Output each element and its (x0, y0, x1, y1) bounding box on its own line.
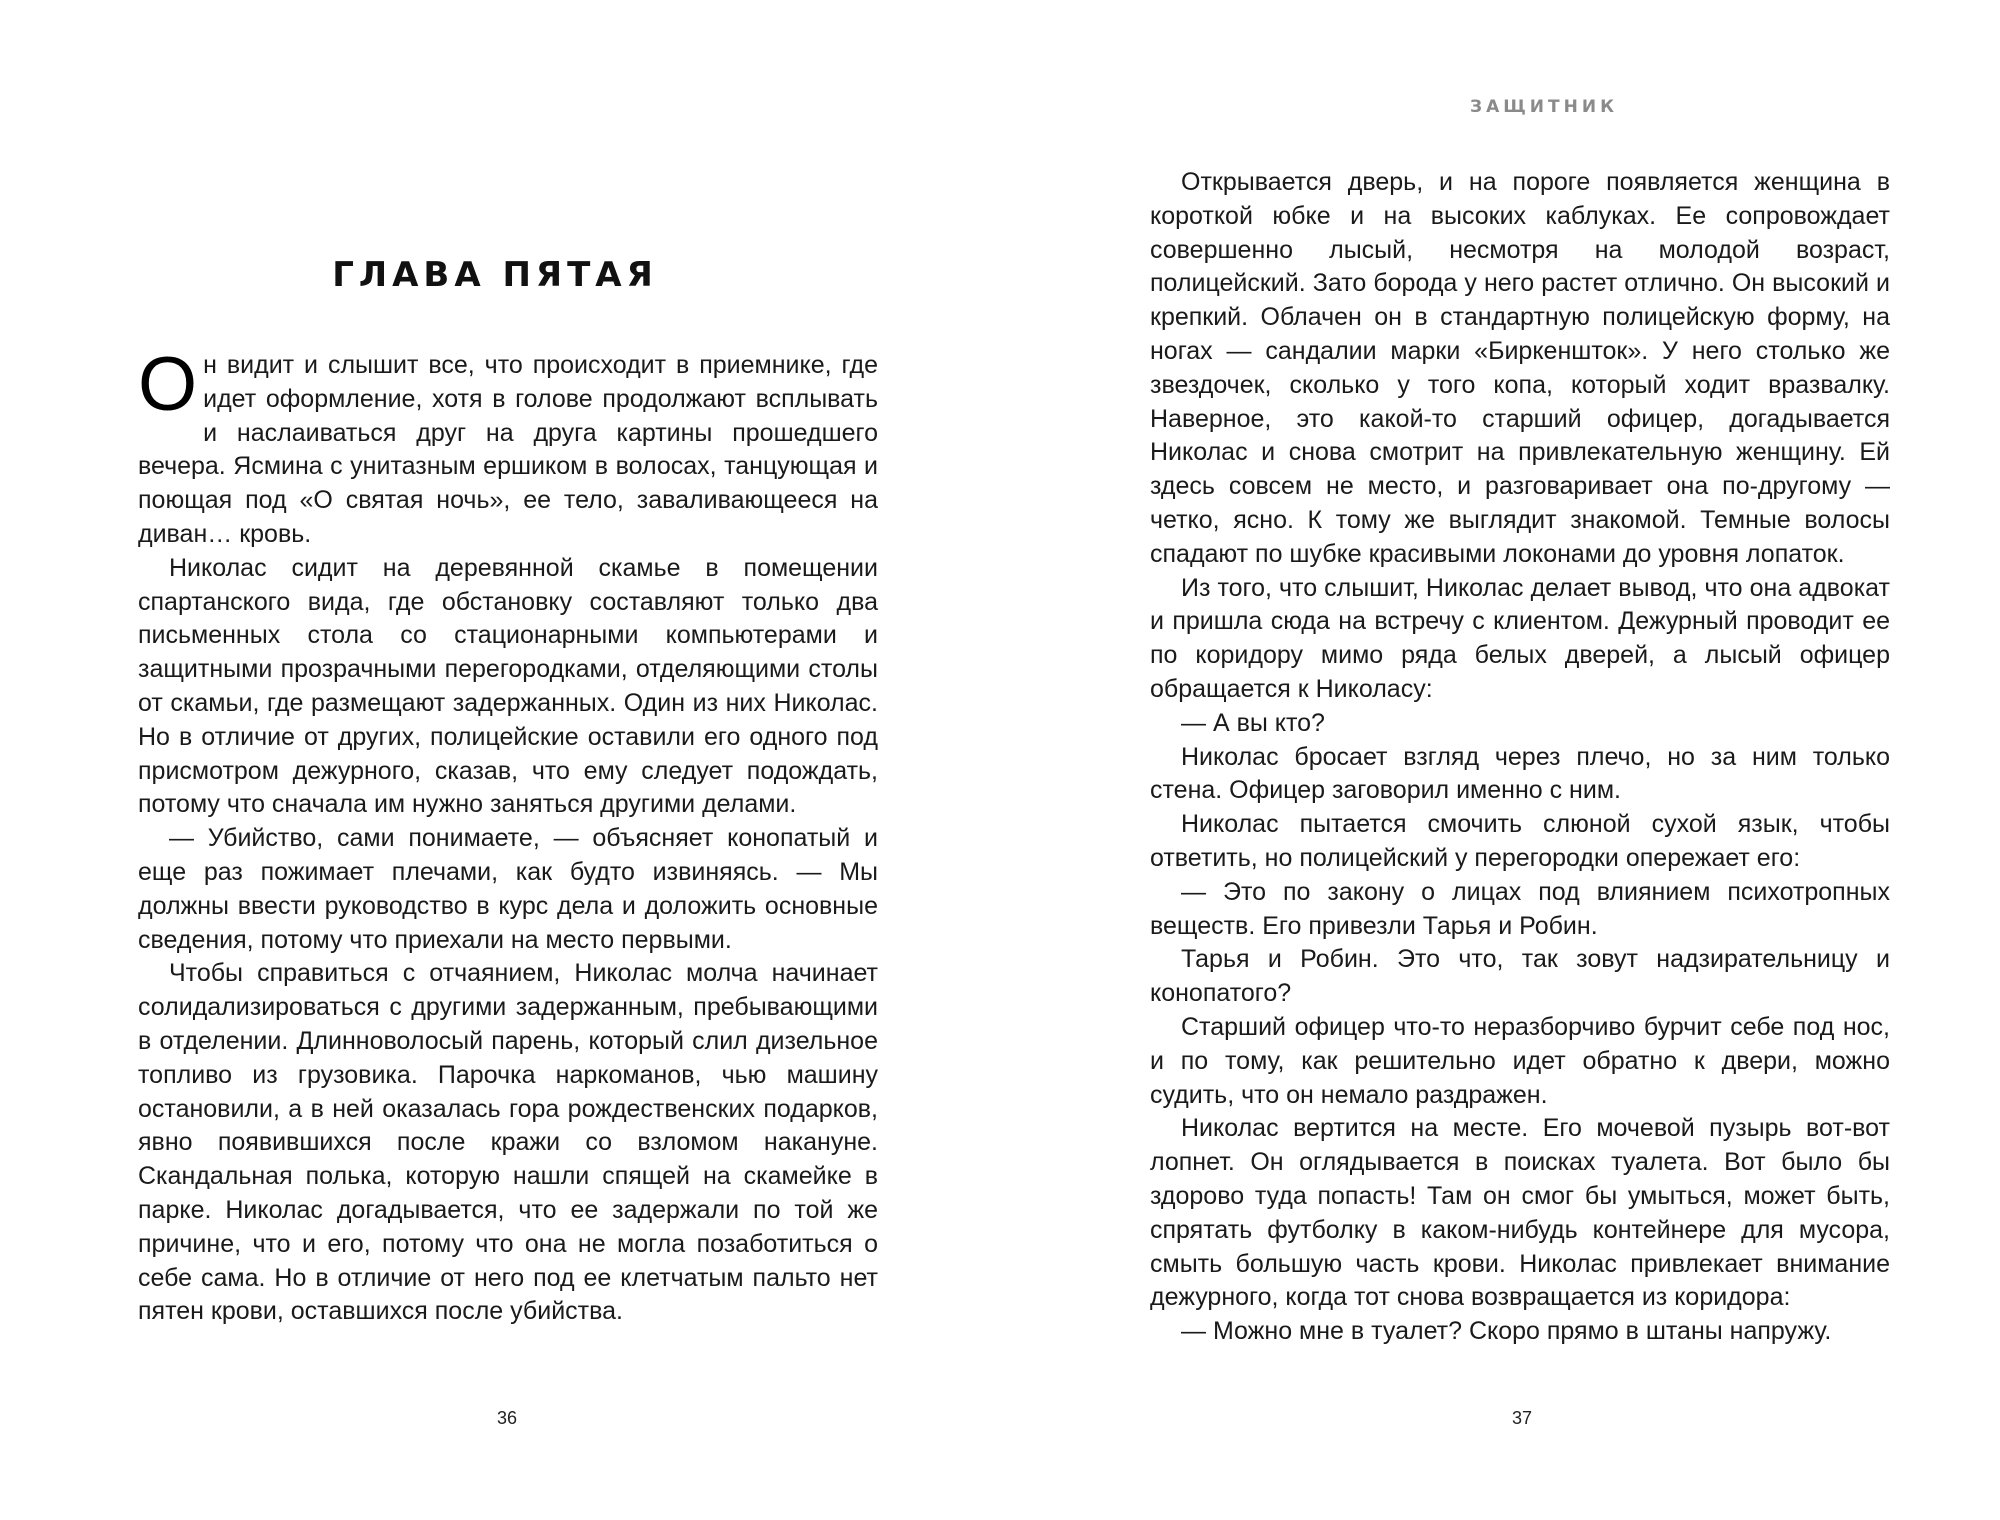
paragraph: Николас пытается смочить слюной сухой язык, чтобы ответить, но полицейский у перегородки опережает его: (1150, 810, 1890, 872)
paragraph (138, 342, 878, 552)
paragraph: — А вы кто? (1181, 708, 1325, 737)
running-head: ЗАЩИТНИК (1470, 97, 1618, 117)
paragraph: Николас сидит на деревянной скамье в помещении спартанского вида, где обстановку составляют только два письменных стола со стационарными компьютерами и защитными прозрачными перегородками, отделяющими столы от скамьи, где размещают задержанных. Один из них Николас. Но в отличие от других, полицейские оставили его одного под присмотром дежурного, сказав, что ему следует подождать, потому что сначала им нужно заняться другими делами. (138, 553, 878, 819)
paragraph: Из того, что слышит, Николас делает вывод, что она адвокат и пришла сюда на встречу с клиентом. Дежурный проводит ее по коридору мимо ряда белых дверей, а лысый офицер обращается к Николасу: (1150, 573, 1890, 703)
page-number: 37 (1511, 1408, 1533, 1428)
paragraph: Николас вертится на месте. Его мочевой пузырь вот-вот лопнет. Он оглядывается в поисках туалета. Вот было бы здорово туда попасть! Там он смог бы умыться, может быть, спрятать футболку в каком-нибудь контейнере для мусора, смыть большую часть крови. Николас привлекает внимание дежурного, когда тот снова возвращается из коридора: (1150, 1114, 1890, 1312)
paragraph: Открывается дверь, и на пороге появляется женщина в короткой юбке и на высоких каблуках. Ее сопровождает совершенно лысый, несмотря на молодой возраст, полицейский. Зато борода у него растет отлично. Он высокий и крепкий. Облачен он в стандартную полицейскую форму, на ногах — сандалии марки «Биркеншток». У него столько же звездочек, сколько у того копа, который ходит вразвалку. Наверное, это какой-то старший офицер, догадывается Николас и снова смотрит на привлекательную женщину. Ей здесь совсем не место, и разговаривает она по-другому — четко, ясно. К тому же выглядит знакомой. Темные волосы спадают по шубке красивыми локонами до уровня лопаток. (1150, 168, 1890, 568)
paragraph: Тарья и Робин. Это что, так зовут надзирательницу и конопатого? (1150, 945, 1890, 1008)
paragraph: Старший офицер что-то неразборчиво бурчит себе под нос, и по тому, как решительно идет обратно к двери, можно судить, что он немало раздражен. (1150, 1012, 1890, 1109)
right-page-text (1150, 166, 1890, 1349)
paragraph: — Это по закону о лицах под влиянием психотропных веществ. Его привезли Тарья и Робин. (1150, 877, 1890, 940)
paragraph: — Можно мне в туалет? Скоро прямо в штаны напружу. (1181, 1317, 1832, 1346)
chapter-title: ГЛАВА ПЯТАЯ (332, 255, 658, 295)
paragraph: Николас бросает взгляд через плечо, но за ним только стена. Офицер заговорил именно с ним. (1150, 742, 1890, 805)
page-number: 36 (496, 1408, 518, 1428)
drop-cap: О (138, 342, 198, 427)
left-page-text (138, 342, 878, 1329)
paragraph-text: н видит и слышит все, что происходит в приемнике, где идет оформление, хотя в голове продолжают всплывать и наслаиваться друг на друга картины прошедшего вечера. Ясмина с унитазным ершиком в волосах, танцующая и поющая под «О святая ночь», ее тело, заваливающееся на диван… кровь. (138, 351, 878, 548)
right-page (1000, 0, 2000, 1520)
paragraph: Чтобы справиться с отчаянием, Николас молча начинает солидализироваться с другими задержанным, пребывающими в отделении. Длинноволосый парень, который слил дизельное топливо из грузовика. Парочка наркоманов, чью машину остановили, а в ней оказалась гора рождественских подарков, явно появившихся после кражи со взломом накануне. Скандальная полька, которую нашли спящей на скамейке в парке. Николас догадывается, что ее задержали по той же причине, что и его, потому что она не могла позаботиться о себе сама. Но в отличие от него под ее клетчатым пальто нет пятен крови, оставшихся после убийства. (138, 959, 878, 1326)
paragraph: — Убийство, сами понимаете, — объясняет конопатый и еще раз пожимает плечами, как будто извиняясь. — Мы должны ввести руководство в курс дела и доложить основные сведения, потому что приехали на место первыми. (138, 824, 878, 954)
